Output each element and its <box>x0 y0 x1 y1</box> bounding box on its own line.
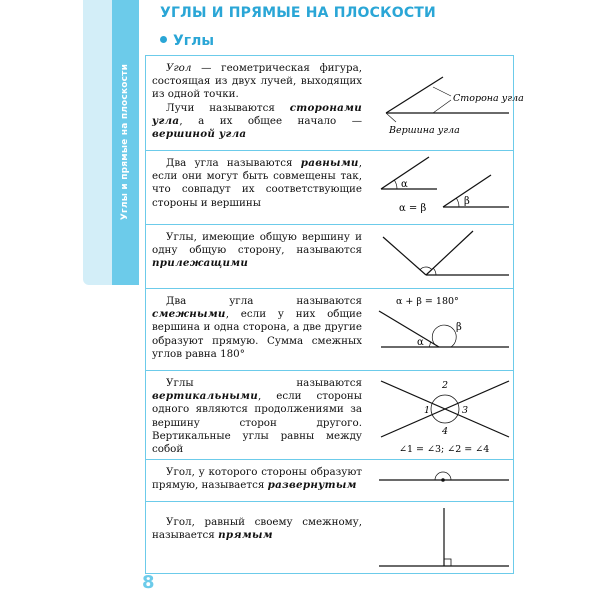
row-straight-text <box>152 466 362 492</box>
term-right: прямым <box>218 529 273 542</box>
row-right <box>146 501 513 574</box>
row-vert-b: , если стороны одного являются продолжениями за вершину сторон другого. Вертикальные углы равны между собой <box>152 390 362 456</box>
label-beta: β <box>456 322 462 333</box>
row-right-a: Угол, равный своему смежному, называется <box>152 516 362 542</box>
label-alpha: α <box>401 179 408 190</box>
label-equality: α = β <box>399 203 427 214</box>
figure-straight <box>371 460 511 502</box>
row-vertical-text <box>152 377 362 456</box>
label-beta: β <box>464 196 470 207</box>
row-equal-text <box>152 157 362 210</box>
section-title <box>160 33 214 49</box>
label-3: 3 <box>462 405 469 416</box>
label-vertex: Вершина угла <box>389 125 460 136</box>
term-straight: развернутым <box>267 479 357 492</box>
term-equal: равными <box>300 157 359 169</box>
page-title: УГЛЫ И ПРЯМЫЕ НА ПЛОСКОСТИ <box>160 5 436 21</box>
row-right-text <box>152 516 362 542</box>
definitions-table <box>145 55 524 574</box>
row-angle-def: — геометрическая фигура, состоящая из двух лучей, выходящих из одной точки. <box>152 62 362 101</box>
term-vertical: вертикальными <box>152 390 259 403</box>
page-number: 8 <box>142 572 155 593</box>
row-supp-b: , если у них общие вершина и одна сторона, а две другие образуют прямую. Сумма смежных углов равна 180° <box>152 308 362 360</box>
row-equal-a: Два угла называются <box>166 157 301 169</box>
term-supplementary: смежными <box>152 308 226 321</box>
label-side: Сторона угла <box>453 93 524 104</box>
side-tab-label: Углы и прямые на плоскости <box>120 63 130 221</box>
row-angle-rays: Лучи называются <box>166 101 290 114</box>
figure-adjacent <box>371 225 511 289</box>
row-straight-a: Угол, у которого стороны образуют прямую, называется <box>152 466 362 492</box>
row-supplementary-text <box>152 295 362 361</box>
label-4: 4 <box>442 426 449 437</box>
row-supp-a: Два угла называются <box>166 295 362 307</box>
term-angle: Угол <box>166 62 192 74</box>
label-1: 1 <box>424 405 431 416</box>
figure-vertical <box>371 371 511 460</box>
side-tab <box>83 0 139 285</box>
term-adjacent: прилежащими <box>152 257 249 270</box>
row-angle-text <box>152 62 362 141</box>
row-supplementary <box>146 288 513 371</box>
figure-equal <box>371 151 511 225</box>
term-vertex: вершиной угла <box>152 128 247 141</box>
bullet-icon <box>160 36 167 43</box>
row-equal-b: , если они могут быть совмещены так, что совпадут их соответствующие стороны и вершины <box>152 157 362 209</box>
row-adjacent-text <box>152 231 362 271</box>
label-vertical-equalities: ∠1 = ∠3; ∠2 = ∠4 <box>399 444 490 455</box>
row-adjacent <box>146 224 513 289</box>
figure-supplementary <box>371 289 511 371</box>
figure-angle <box>371 56 524 150</box>
row-equal <box>146 150 513 225</box>
label-2: 2 <box>442 380 449 391</box>
row-vertical <box>146 370 513 460</box>
section-title-text: Углы <box>173 33 215 49</box>
figure-right <box>371 502 511 574</box>
row-angle-and: , а их общее начало — <box>179 114 362 127</box>
row-angle <box>146 56 524 150</box>
term-sides: сторонами угла <box>152 101 362 127</box>
row-vert-a: Углы называются <box>166 377 362 389</box>
row-straight <box>146 459 513 502</box>
label-sum: α + β = 180° <box>396 296 459 307</box>
row-adjacent-a: Углы, имеющие общую вершину и одну общую сторону, называются <box>152 231 362 257</box>
label-alpha: α <box>417 337 424 348</box>
